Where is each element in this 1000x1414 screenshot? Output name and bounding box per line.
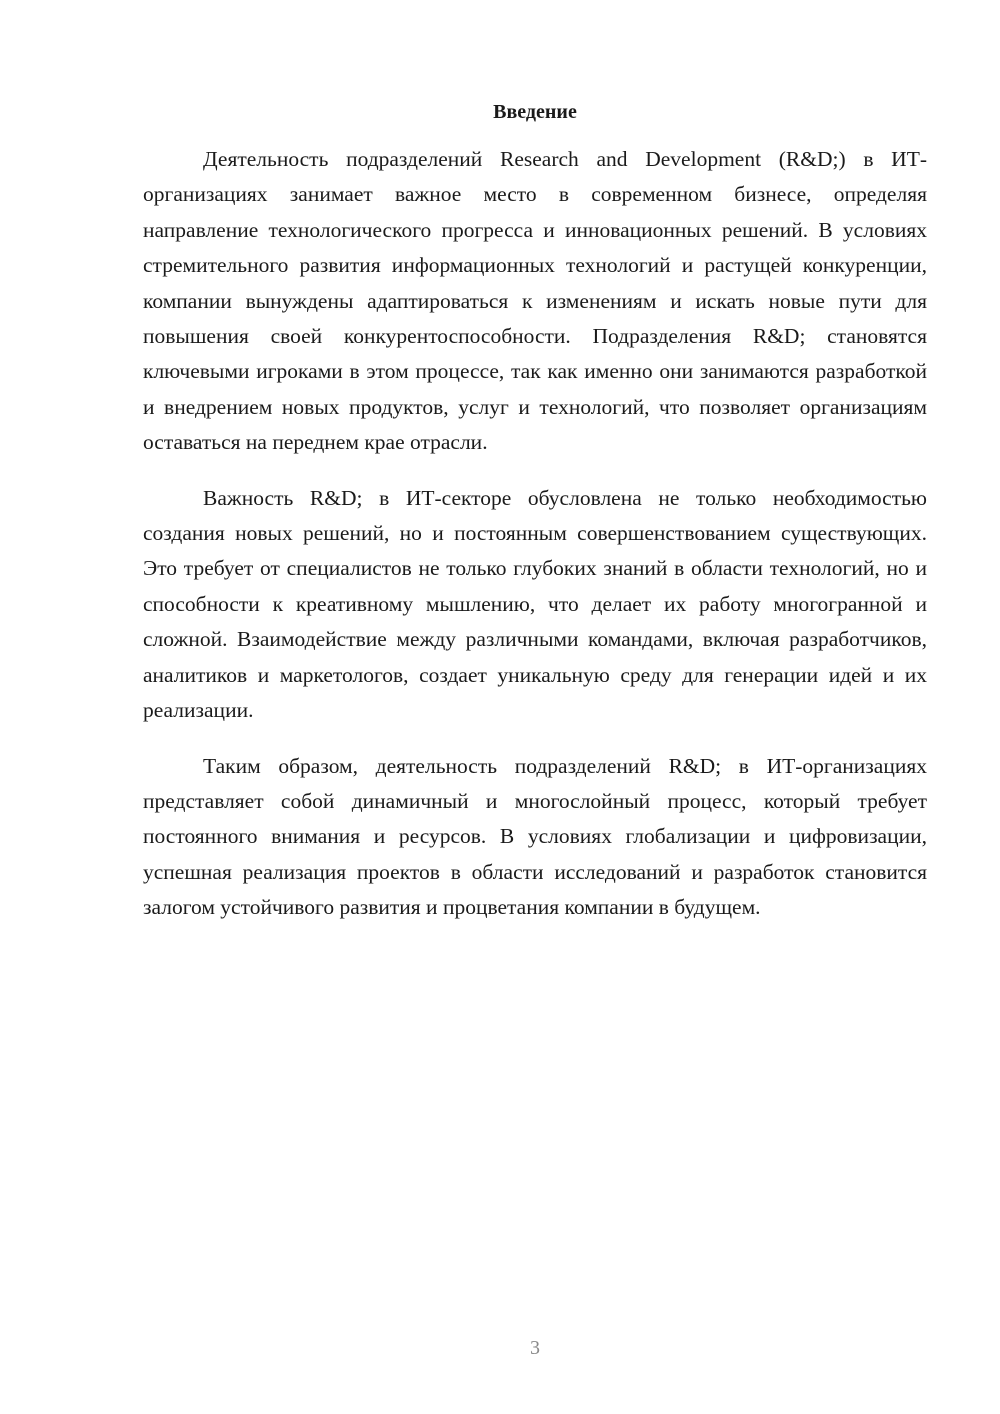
- page-title: Введение: [493, 101, 577, 123]
- paragraph-2: Важность R&D; в ИТ-секторе обусловлена не только необходимостью создания новых решений, но и постоянным совершенствованием существующих. Это требует от специалистов не только глубоких знаний в области технологий, но и способности к креативному мышлению, что делает их работу многогранной и сложной. Взаимодействие между различными командами, включая разработчиков, аналитиков и маркетологов, создает уникальную среду для генерации идей и их реализации.: [143, 485, 927, 723]
- paragraph-3: Таким образом, деятельность подразделений R&D; в ИТ-организациях представляет собой динамичный и многослойный процесс, который требует постоянного внимания и ресурсов. В условиях глобализации и цифровизации, успешная реализация проектов в области исследований и разработок становится залогом устойчивого развития и процветания компании в будущем.: [143, 753, 927, 920]
- page-number: 3: [530, 1337, 540, 1359]
- paragraph-1: Деятельность подразделений Research and Development (R&D;) в ИТ-организациях занимает важное место в современном бизнесе, определяя направление технологического прогресса и инновационных решений. В условиях стремительного развития информационных технологий и растущей конкуренции, компании вынуждены адаптироваться к изменениям и искать новые пути для повышения своей конкурентоспособности. Подразделения R&D; становятся ключевыми игроками в этом процессе, так как именно они занимаются разработкой и внедрением новых продуктов, услуг и технологий, что позволяет организациям оставаться на переднем крае отрасли.: [143, 147, 927, 455]
- document-body: [143, 142, 927, 946]
